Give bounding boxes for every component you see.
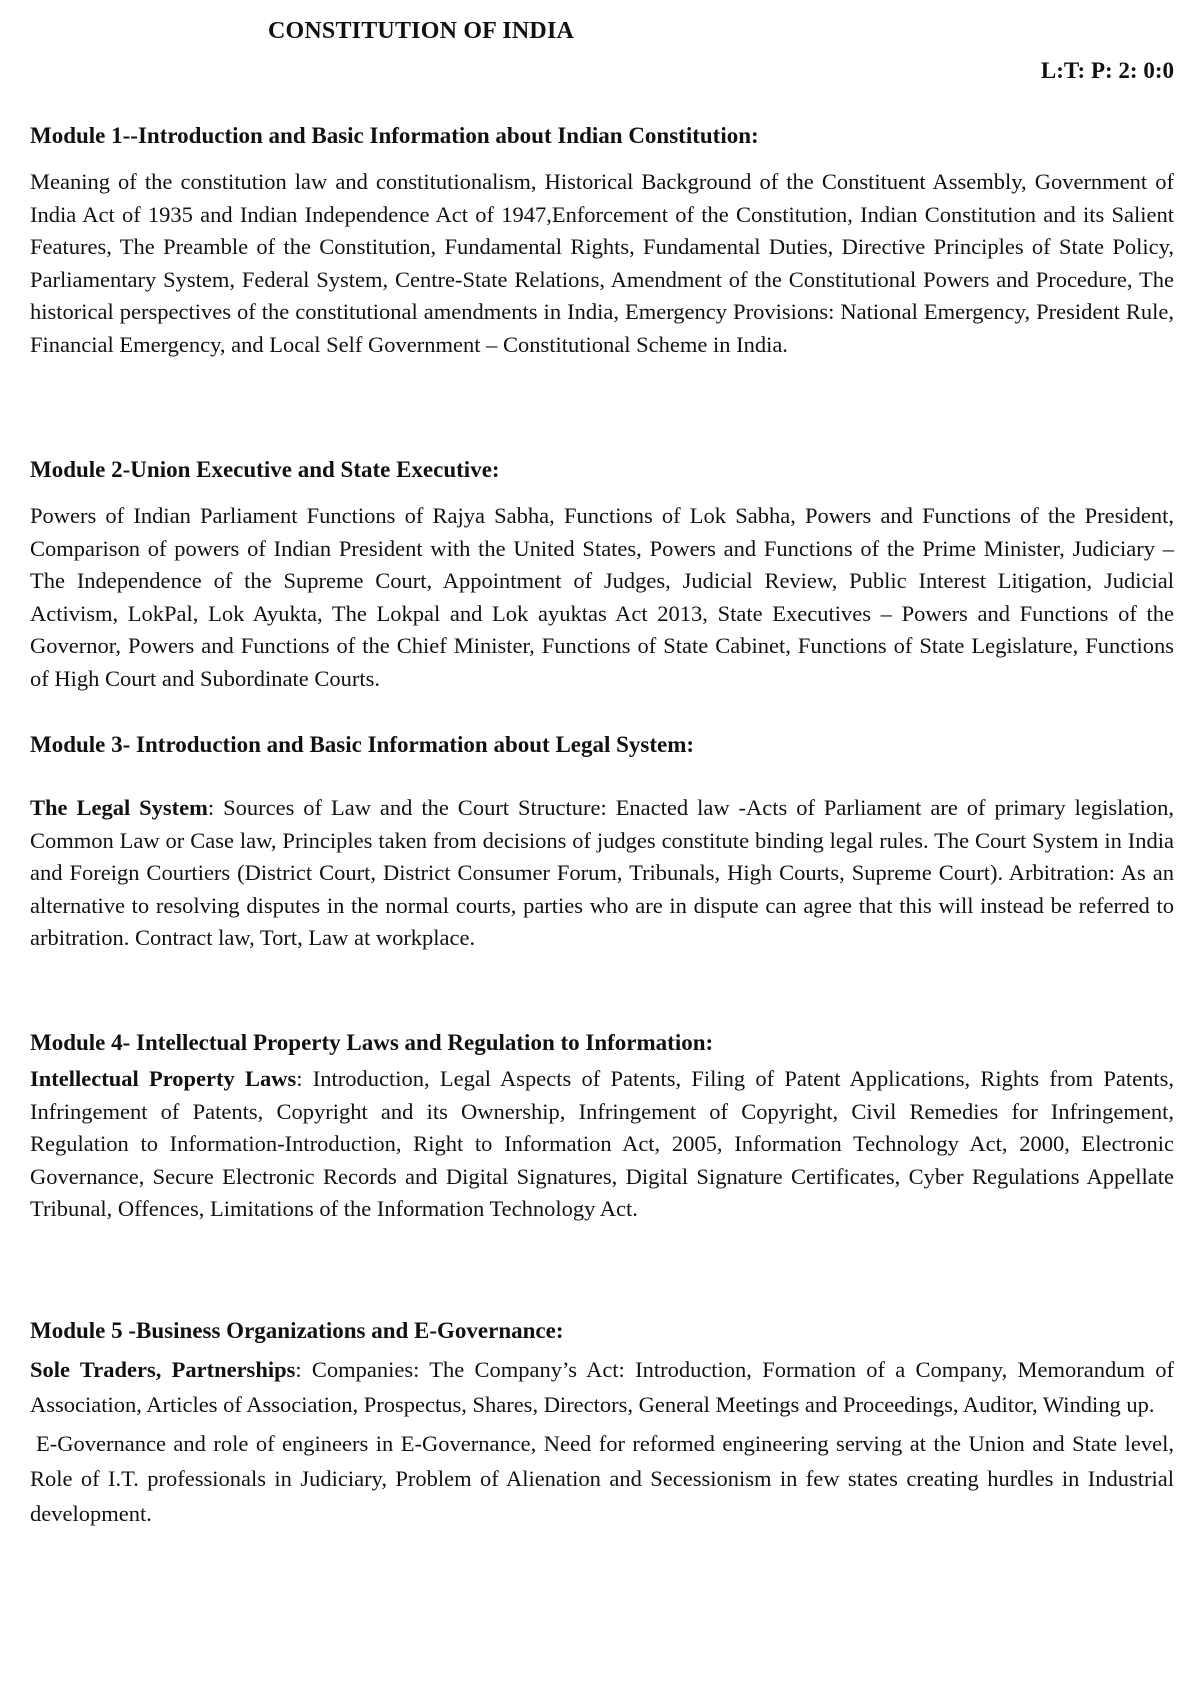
module-3-rest: : Sources of Law and the Court Structure: Enacted law -Acts of Parliament are of primary legislation, Common Law or Case law, Principles taken from decisions of judges constitute binding legal rules. The Court System in India and Foreign Courtiers (District Court, District Consumer Forum, Tribunals, High Courts, Supreme Court). Arbitration: As an alternative to resolving disputes in the normal courts, parties who are in dispute can agree that this will instead be referred to arbitration. Contract law, Tort, Law at workplace. (30, 795, 1174, 951)
module-1-heading: Module 1--Introduction and Basic Information about Indian Constitution: (30, 123, 759, 148)
module-4-body (30, 1063, 1174, 1226)
ltp-label: L:T: P: 2: 0:0 (1040, 58, 1174, 83)
module-5-body (30, 1352, 1174, 1531)
document-title: CONSTITUTION OF INDIA (268, 18, 575, 44)
module-1-text: Meaning of the constitution law and constitutionalism, Historical Background of the Constituent Assembly, Government of India Act of 1935 and Indian Independence Act of 1947,Enforcement of the Constitution, Indian Constitution and its Salient Features, The Preamble of the Constitution, Fundamental Rights, Fundamental Duties, Directive Principles of State Policy, Parliamentary System, Federal System, Centre-State Relations, Amendment of the Constitutional Powers and Procedure, The historical perspectives of the constitutional amendments in India, Emergency Provisions: National Emergency, President Rule, Financial Emergency, and Local Self Government – Constitutional Scheme in India. (30, 169, 1174, 357)
module-4-heading: Module 4- Intellectual Property Laws and Regulation to Information: (30, 1030, 714, 1055)
module-3-lead: The Legal System (30, 795, 208, 820)
module-4-text (30, 1063, 1174, 1226)
module-5-text-2: E-Governance and role of engineers in E-Governance, Need for reformed engineering serving at the Union and State level, Role of I.T. professionals in Judiciary, Problem of Alienation and Secessionism in few states creating hurdles in Industrial development. (30, 1431, 1174, 1526)
module-4-lead: Intellectual Property Laws (30, 1066, 297, 1091)
module-5-lead: Sole Traders, Partnerships (30, 1357, 296, 1382)
module-5-text (30, 1352, 1174, 1422)
module-3-text (30, 792, 1174, 955)
module-5-rest: : Companies: The Company’s Act: Introduction, Formation of a Company, Memorandum of Association, Articles of Association, Prospectus, Shares, Directors, General Meetings and Proceedings, Auditor, Winding up. (30, 1357, 1174, 1417)
module-2-heading: Module 2-Union Executive and State Executive: (30, 457, 500, 482)
module-4-rest: : Introduction, Legal Aspects of Patents, Filing of Patent Applications, Rights from Patents, Infringement of Patents, Copyright and its Ownership, Infringement of Copyright, Civil Remedies for Infringement, Regulation to Information-Introduction, Right to Information Act, 2005, Information Technology Act, 2000, Electronic Governance, Secure Electronic Records and Digital Signatures, Digital Signature Certificates, Cyber Regulations Appellate Tribunal, Offences, Limitations of the Information Technology Act. (30, 1066, 1174, 1222)
module-2-text: Powers of Indian Parliament Functions of Rajya Sabha, Functions of Lok Sabha, Powers and Functions of the President, Comparison of powers of Indian President with the United States, Powers and Functions of the Prime Minister, Judiciary – The Independence of the Supreme Court, Appointment of Judges, Judicial Review, Public Interest Litigation, Judicial Activism, LokPal, Lok Ayukta, The Lokpal and Lok ayuktas Act 2013, State Executives – Powers and Functions of the Governor, Powers and Functions of the Chief Minister, Functions of State Cabinet, Functions of State Legislature, Functions of High Court and Subordinate Courts. (30, 503, 1174, 691)
module-5-heading: Module 5 -Business Organizations and E-Governance: (30, 1318, 564, 1343)
module-3-body (30, 792, 1174, 955)
module-3-heading: Module 3- Introduction and Basic Information about Legal System: (30, 732, 695, 757)
module-1-body (30, 166, 1174, 362)
module-2-body (30, 500, 1174, 696)
